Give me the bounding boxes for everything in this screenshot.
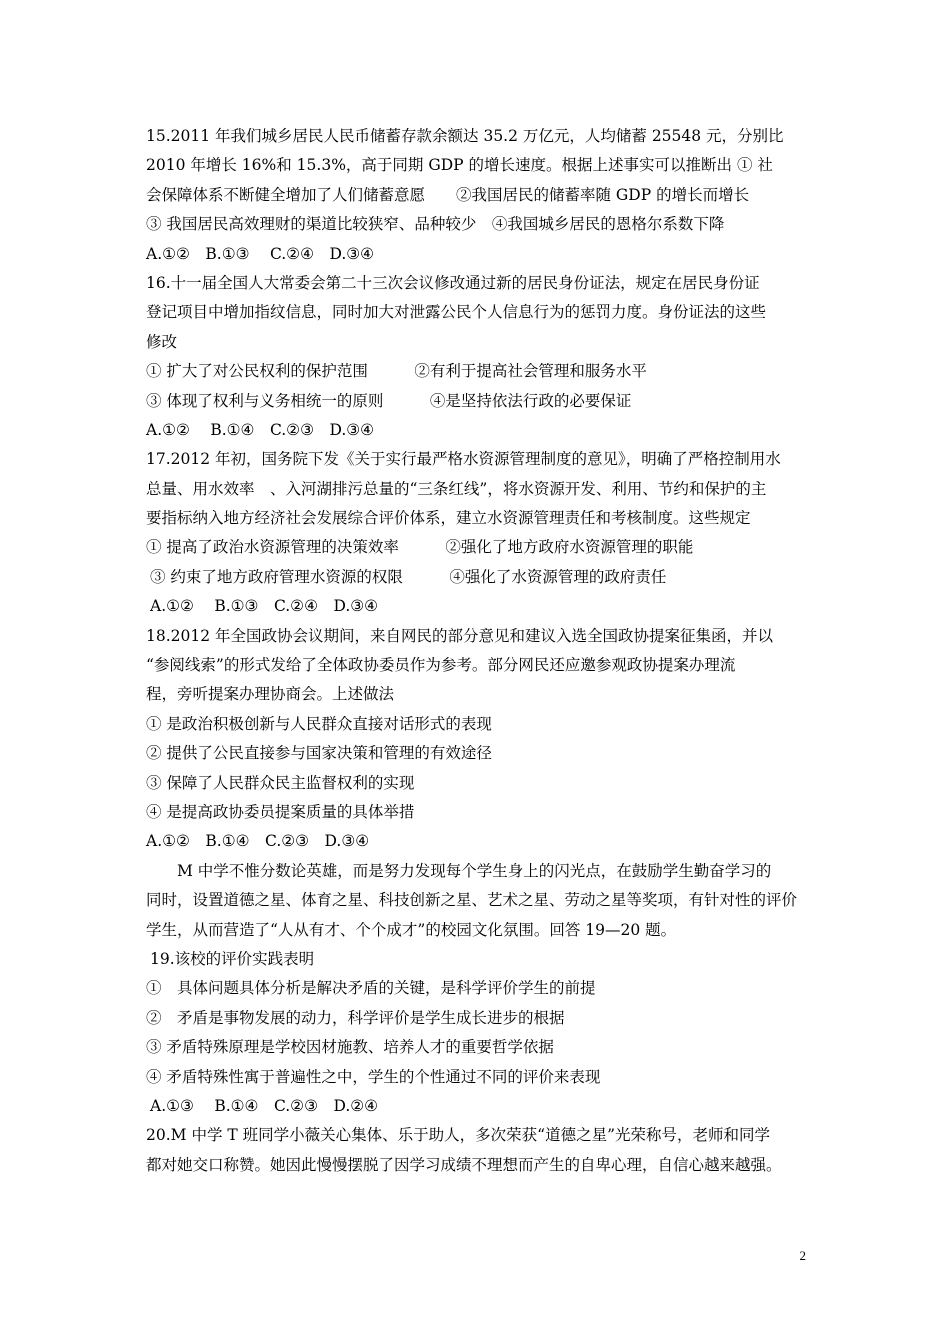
q18-stem-line-2: “参阅线索”的形式发给了全体政协委员作为参考。部分网民还应邀参观政协提案办理流 [146,656,736,675]
q17-stem-line-1: 17.2012 年初，国务院下发《关于实行最严格水资源管理制度的意见》，明确了严格控制用水 [146,450,781,469]
q19-stem: 19.该校的评价实践表明 [150,949,315,968]
q18-stem-line-3: 程，旁听提案办理协商会。上述做法 [146,685,395,704]
q19-statement-3: ③ 矛盾特殊原理是学校因材施教、培养人才的重要哲学依据 [146,1038,554,1057]
page-body [146,122,826,1180]
q17-stem-line-3: 要指标纳入地方经济社会发展综合评价体系，建立水资源管理责任和考核制度。这些规定 [146,509,751,528]
q17-stem-line-2: 总量、用水效率 、入河湖排污总量的“三条红线”，将水资源开发、利用、节约和保护的主 [146,479,767,498]
q17-statements-1-2: ① 提高了政治水资源管理的决策效率 ②强化了地方政府水资源管理的职能 [146,538,694,557]
q18-answer-options: A.①② B.①④ C.②③ D.③④ [146,832,370,851]
q18-statement-4: ④ 是提高政协委员提案质量的具体举措 [146,802,415,821]
q20-stem-line-2: 都对她交口称赞。她因此慢慢摆脱了因学习成绩不理想而产生的自卑心理，自信心越来越强。 [146,1155,782,1174]
q15-stem-line-1: 15.2011 年我们城乡居民人民币储蓄存款余额达 35.2 万亿元，人均储蓄 25548 元，分别比 [146,127,784,145]
q20-stem-line-1: 20.M 中学 T 班同学小薇关心集体、乐于助人，多次荣获“道德之星”光荣称号，老师和同学 [146,1126,770,1145]
q15-answer-options: A.①② B.①③ C.②④ D.③④ [146,244,375,263]
q19-statement-4: ④ 矛盾特殊性寓于普遍性之中，学生的个性通过不同的评价来表现 [146,1067,601,1086]
material-paragraph-line-3: 学生，从而营造了“人从有才、个个成才”的校园文化氛围。回答 19—20 题。 [146,920,677,939]
q18-statement-1: ① 是政治积极创新与人民群众直接对话形式的表现 [146,714,492,733]
q16-statements-1-2: ① 扩大了对公民权利的保护范围 ②有利于提高社会管理和服务水平 [146,362,647,381]
q16-stem-line-1: 16.十一届全国人大常委会第二十三次会议修改通过新的居民身份证法，规定在居民身份证 [146,273,760,292]
q15-stem-line-2: 2010 年增长 16%和 15.3%，高于同期 GDP 的增长速度。根据上述事实可以推断出 ① 社 [146,156,773,175]
q18-statement-2: ② 提供了公民直接参与国家决策和管理的有效途径 [146,744,492,763]
q19-statement-1: ① 具体问题具体分析是解决矛盾的关键，是科学评价学生的前提 [146,979,596,998]
material-paragraph-line-1: M 中学不惟分数论英雄，而是努力发现每个学生身上的闪光点，在鼓励学生勤奋学习的 [177,861,772,880]
q16-stem-line-3: 修改 [146,332,178,351]
q15-stem-line-3: 会保障体系不断健全增加了人们储蓄意愿 ②我国居民的储蓄率随 GDP 的增长而增长 [146,185,750,204]
q18-statement-3: ③ 保障了人民群众民主监督权利的实现 [146,773,415,792]
q19-answer-options: A.①③ B.①④ C.②③ D.②④ [150,1096,379,1115]
q17-statements-3-4: ③ 约束了地方政府管理水资源的权限 ④强化了水资源管理的政府责任 [150,567,667,586]
q17-answer-options: A.①② B.①③ C.②④ D.③④ [150,597,379,616]
q16-statements-3-4: ③ 体现了权利与义务相统一的原则 ④是坚持依法行政的必要保证 [146,391,632,410]
q16-stem-line-2: 登记项目中增加指纹信息，同时加大对泄露公民个人信息行为的惩罚力度。身份证法的这些 [146,303,767,322]
q16-answer-options: A.①② B.①④ C.②③ D.③④ [146,420,375,439]
q15-stem-line-4: ③ 我国居民高效理财的渠道比较狭窄、品种较少 ④我国城乡居民的恩格尔系数下降 [146,215,725,234]
material-paragraph-line-2: 同时，设置道德之星、体育之星、科技创新之星、艺术之星、劳动之星等奖项，有针对性的评价 [146,891,798,910]
q19-statement-2: ② 矛盾是事物发展的动力，科学评价是学生成长进步的根据 [146,1008,565,1027]
q18-stem-line-1: 18.2012 年全国政协会议期间，来自网民的部分意见和建议入选全国政协提案征集函，并以 [146,626,774,645]
page-number: 2 [799,1248,806,1263]
